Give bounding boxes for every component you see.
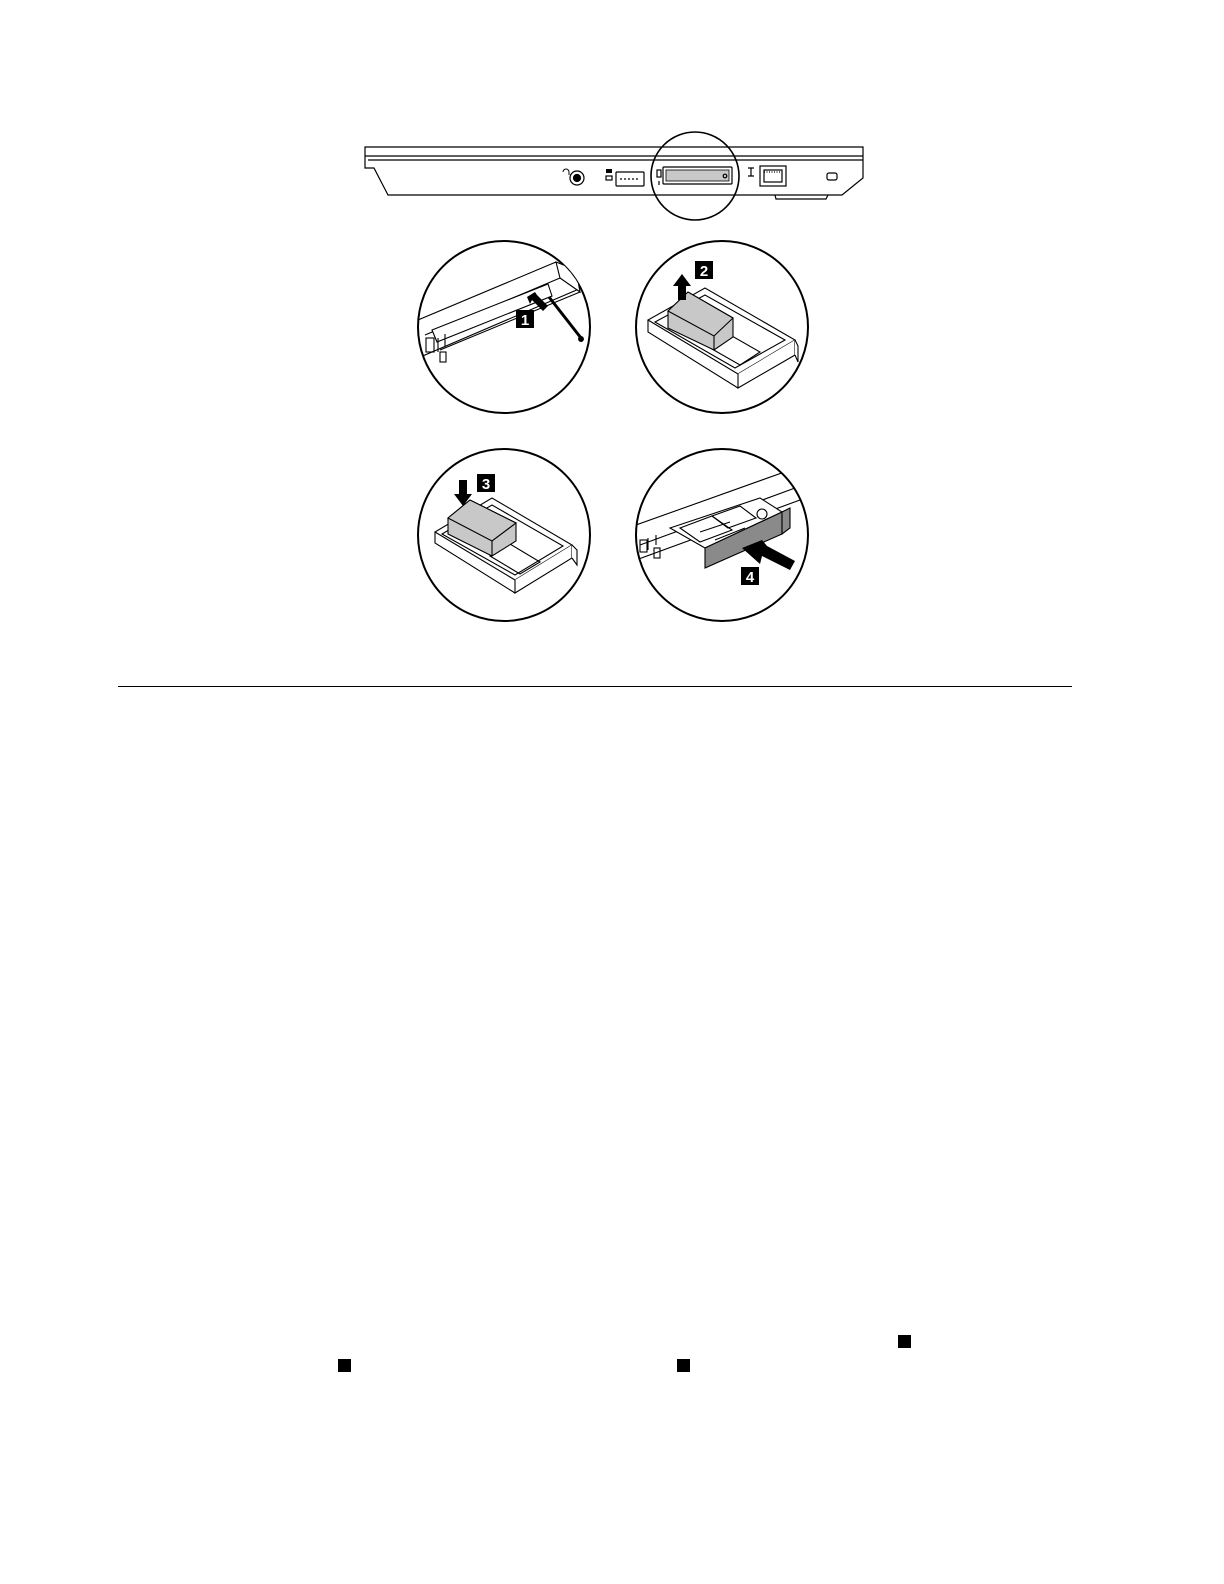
step-4-reinsert-tray [636, 449, 808, 621]
callout-marker-c [677, 1359, 690, 1372]
callout-marker-a [898, 1335, 911, 1348]
laptop-side-view [365, 132, 863, 220]
step-1-eject-tray [418, 241, 600, 413]
callout-4-label: 4 [745, 569, 755, 586]
sim-card-installation-figure [0, 0, 1224, 640]
step-2-remove-card [636, 241, 808, 413]
callout-marker-b [338, 1359, 351, 1372]
sim-tray-slot [657, 167, 732, 185]
callout-1-label: 1 [520, 312, 530, 329]
callout-2-label: 2 [699, 263, 709, 280]
step-3-insert-card [418, 449, 590, 621]
section-divider [118, 686, 1072, 687]
callout-3-label: 3 [481, 476, 491, 493]
